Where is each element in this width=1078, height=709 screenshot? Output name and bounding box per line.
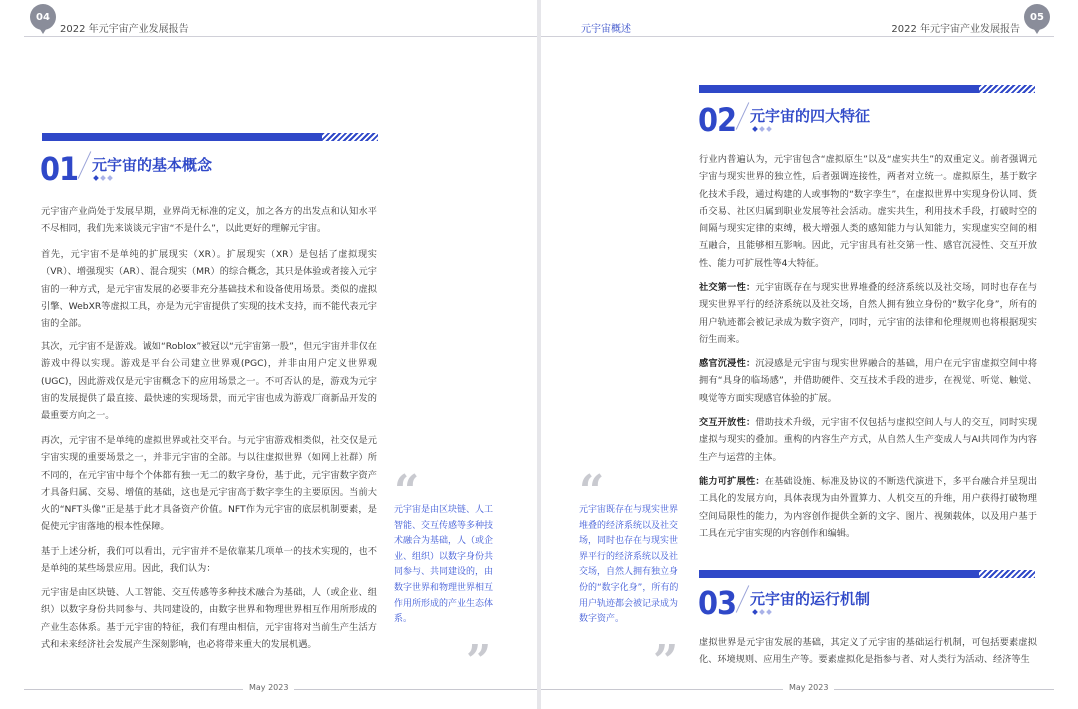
header-section-name: 元宇宙概述 (581, 24, 631, 35)
section-bar-hatch (322, 133, 378, 141)
section-number: 01 (40, 150, 79, 188)
body-paragraph: 再次，元宇宙不是单纯的虚拟世界或社交平台。与元宇宙游戏相类似，社交仅是元宇宙实现的重要场景之一，并非元宇宙的全部。与以往虚拟世界（如网上社群）所不同的，在元宇宙中每个个体都有独一无二的数字身份，基于此，元宇宙数字资产才具备归属、交易、增值的基础，这也是元宇宙高于数字孪生的主要原因。当前大火的“NFT头像”正是基于此才具备资产价值。NFT作为元宇宙的底层机制要素，是促使元宇宙落地的根本性保障。 (41, 435, 377, 533)
feature-text: 元宇宙既存在与现实世界堆叠的经济系统以及社交场，同时也存在与现实世界平行的经济系统以及社交场，自然人拥有独立身份的“数字化身”，所有的用户轨迹都会被记录成为数字资产，同时，元宇宙的法律和伦理规则也将根据现实衍生而来。 (699, 282, 1038, 345)
feature-text: 借助技术升级，元宇宙不仅包括与虚拟空间人与人的交互，同时实现虚拟与现实的叠加。重构的内容生产方式，从自然人生产变成人与AI共同作为内容生产与运营的主体。 (699, 417, 1038, 463)
dot (752, 609, 758, 615)
dot (107, 175, 113, 181)
feature-paragraph (699, 414, 1037, 466)
section-number: 02 (698, 101, 737, 139)
open-quote-icon: “ (579, 466, 605, 517)
left-page-header (0, 0, 537, 44)
feature-paragraph (699, 473, 1037, 542)
header-divider (24, 36, 537, 37)
section-dots (753, 610, 771, 614)
body-paragraph: 首先，元宇宙不是单纯的扩展现实（XR）。扩展现实（XR）是包括了虚拟现实（VR）、增强现实（AR）、混合现实（MR）的综合概念，其只是体验或者接入元宇宙的一种方式，是元宇宙发展的必要非充分基础技术和设备使用场景。类似的虚拟引擎、WebXR等虚拟工具，亦是为元宇宙提供了实现的技术支持，而不能代表元宇宙的全部。 (41, 249, 377, 330)
section-slash (736, 102, 750, 130)
section-number: 03 (698, 584, 737, 622)
dot (100, 175, 106, 181)
feature-text: 沉浸感是元宇宙与现实世界融合的基础，用户在元宇宙虚拟空间中将拥有“具身的临场感”，并借助硬件、交互技术手段的进步，在视觉、听觉、触觉、嗅觉等方面实现感官体验的扩展。 (699, 358, 1038, 404)
footer-date: May 2023 (783, 683, 834, 692)
page-number-badge: 05 (1024, 4, 1050, 30)
close-quote-icon: ” (466, 636, 492, 687)
feature-paragraph (699, 355, 1037, 407)
feature-text: 在基础设施、标准及协议的不断迭代演进下，多平台融合并呈现出工具化的发展方向，具体表现为由外置算力、人机交互的升维，用户获得打破物理空间局限性的能力，为内容创作提供全新的文字、图片、视频载体，以及用户基于工具在元宇宙实现的内容创作和编辑。 (699, 476, 1038, 539)
footer-date: May 2023 (243, 683, 294, 692)
feature-label: 交互开放性： (699, 417, 756, 428)
dot (759, 126, 765, 132)
dot (766, 609, 772, 615)
section-bar-hatch (979, 85, 1035, 93)
body-paragraph: 行业内普遍认为，元宇宙包含“虚拟原生”以及“虚实共生”的双重定义。前者强调元宇宙与现实世界的独立性，后者强调连接性，两者对立统一。虚拟原生，基于数字化技术手段，通过构建的人或事物的“数字孪生”，在虚拟世界中实现身份认同、货币交易、社区归属到职业发展等社会活动。虚实共生，利用技术手段，打破时空的间隔与现实定律的束缚，极大增强人类的感知能力与认知能力，实现虚实空间的相互融合，且能够相互影响。因此，元宇宙具有社交第一性、感官沉浸性、交互开放性、能力可扩展性等4大特征。 (699, 154, 1037, 269)
section-bar-hatch (979, 570, 1035, 578)
report-title: 2022 年元宇宙产业发展报告 (60, 24, 189, 35)
report-title: 2022 年元宇宙产业发展报告 (891, 24, 1020, 35)
body-paragraph: 元宇宙是由区块链、人工智能、交互传感等多种技术融合为基础，人（或企业、组织）以数字身份共同参与、共同建设的，由数字世界和物理世界相互作用所形成的产业生态体系。基于元宇宙的特征，我们有理由相信，元宇宙将对当前生产生活方式和未来经济社会发展产生深刻影响，也必将带来重大的发展机遇。 (41, 587, 377, 650)
section-slash (78, 151, 92, 179)
section-bar (42, 133, 378, 141)
close-quote-icon: ” (653, 636, 679, 687)
body-paragraph: 其次，元宇宙不是游戏。诚如“Roblox”被冠以“元宇宙第一股”，但元宇宙并非仅在游戏中得以实现。游戏是平台公司建立世界观(PGC)，并非由用户定义世界观(UGC)，因此游戏仅是元宇宙概念下的应用场景之一。不可否认的是，游戏为元宇宙的发展提供了最直接、最快速的实现场景，而元宇宙也成为游戏厂商新品开发的最重要方向之一。 (41, 341, 377, 422)
open-quote-icon: “ (394, 466, 420, 517)
pull-quote: 元宇宙既存在与现实世界堆叠的经济系统以及社交场，同时也存在与现实世界平行的经济系统以及社交场，自然人拥有独立身份的“数字化身”，所有的用户轨迹都会被记录成为数字资产。 (579, 505, 679, 625)
feature-label: 能力可扩展性： (699, 476, 765, 487)
feature-paragraph (699, 279, 1037, 348)
right-page-header (541, 0, 1078, 44)
pull-quote: 元宇宙是由区块链、人工智能、交互传感等多种技术融合为基础，人（或企业、组织）以数字身份共同参与、共同建设的，由数字世界和物理世界相互作用所形成的产业生态体系。 (394, 505, 494, 625)
section-title: 元宇宙的运行机制 (750, 590, 871, 608)
body-paragraph: 基于上述分析，我们可以看出，元宇宙并不是依靠某几项单一的技术实现的，也不是单纯的某些场景应用。因此，我们认为： (41, 546, 377, 575)
section-slash (736, 585, 750, 613)
dot (759, 609, 765, 615)
right-page (541, 0, 1078, 709)
section-dots (753, 127, 771, 131)
dot (752, 126, 758, 132)
dot (93, 175, 99, 181)
page-number-badge: 04 (30, 4, 56, 30)
section-bar (699, 85, 1035, 93)
feature-label: 感官沉浸性： (699, 358, 756, 369)
section-title: 元宇宙的基本概念 (92, 156, 213, 174)
body-paragraph: 元宇宙产业尚处于发展早期，业界尚无标准的定义，加之各方的出发点和认知水平不尽相同，我们先来谈谈元宇宙“不是什么”，以此更好的理解元宇宙。 (41, 206, 377, 235)
section-title: 元宇宙的四大特征 (750, 107, 871, 125)
left-page (0, 0, 537, 709)
dot (766, 126, 772, 132)
section-bar (699, 570, 1035, 578)
header-divider (541, 36, 1054, 37)
feature-label: 社交第一性： (699, 282, 756, 293)
section-dots (94, 176, 112, 180)
body-paragraph: 虚拟世界是元宇宙发展的基础，其定义了元宇宙的基础运行机制，可包括要素虚拟化、环境规则、应用生产等。要素虚拟化是指参与者、对人类行为活动、经济等生 (699, 637, 1037, 666)
